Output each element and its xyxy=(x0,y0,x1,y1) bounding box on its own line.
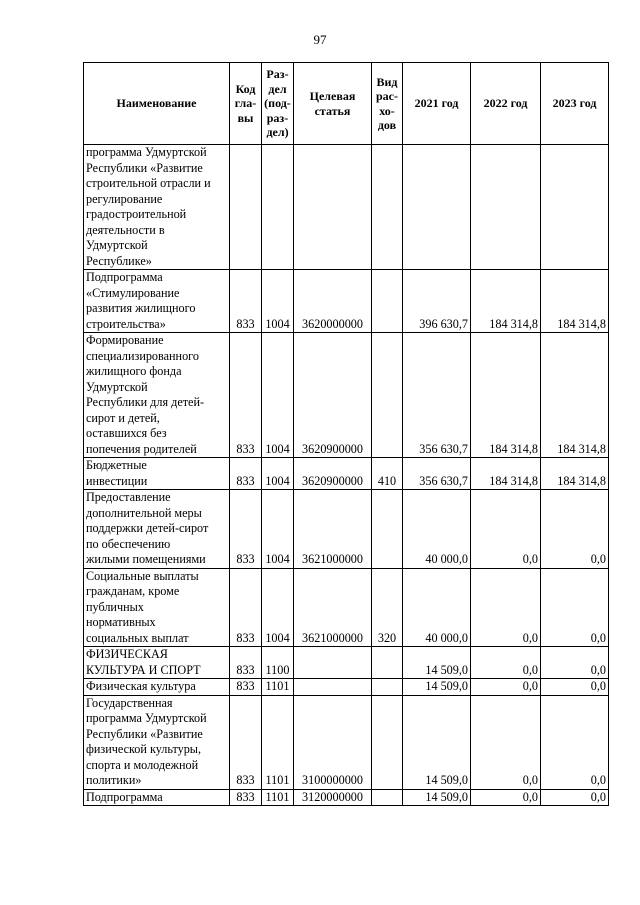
cell-expense xyxy=(372,270,403,333)
cell-2022: 0,0 xyxy=(471,647,541,679)
cell-expense: 320 xyxy=(372,568,403,647)
cell-target: 3120000000 xyxy=(294,789,372,806)
cell-target: 3100000000 xyxy=(294,695,372,789)
column-header-section: Раз- дел (под- раз- дел) xyxy=(262,63,294,145)
cell-section: 1101 xyxy=(262,679,294,696)
cell-expense xyxy=(372,695,403,789)
cell-code: 833 xyxy=(230,568,262,647)
cell-name: программа Удмуртской Республики «Развитие строительной отрасли и регулирование градостроительной деятельности в Удмуртской Республике» xyxy=(84,145,230,270)
table-row xyxy=(84,490,609,569)
cell-2021: 14 509,0 xyxy=(403,647,471,679)
cell-2023 xyxy=(541,145,609,270)
cell-code: 833 xyxy=(230,458,262,490)
cell-code: 833 xyxy=(230,270,262,333)
table-row xyxy=(84,695,609,789)
cell-expense xyxy=(372,145,403,270)
cell-2023: 0,0 xyxy=(541,695,609,789)
cell-2023: 184 314,8 xyxy=(541,270,609,333)
cell-expense xyxy=(372,647,403,679)
cell-name: Бюджетные инвестиции xyxy=(84,458,230,490)
cell-section: 1004 xyxy=(262,568,294,647)
cell-2023: 0,0 xyxy=(541,789,609,806)
cell-section: 1004 xyxy=(262,270,294,333)
cell-2021: 14 509,0 xyxy=(403,695,471,789)
cell-code: 833 xyxy=(230,695,262,789)
cell-target: 3620900000 xyxy=(294,333,372,458)
cell-2022 xyxy=(471,145,541,270)
cell-2021: 356 630,7 xyxy=(403,333,471,458)
table-row xyxy=(84,145,609,270)
cell-2021: 396 630,7 xyxy=(403,270,471,333)
cell-2022: 0,0 xyxy=(471,490,541,569)
cell-name: Подпрограмма «Стимулирование развития жилищного строительства» xyxy=(84,270,230,333)
column-header-2022: 2022 год xyxy=(471,63,541,145)
cell-section: 1101 xyxy=(262,789,294,806)
cell-target: 3621000000 xyxy=(294,490,372,569)
cell-section: 1004 xyxy=(262,458,294,490)
cell-expense xyxy=(372,789,403,806)
cell-section: 1004 xyxy=(262,333,294,458)
cell-2021 xyxy=(403,145,471,270)
cell-code: 833 xyxy=(230,679,262,696)
cell-expense xyxy=(372,679,403,696)
cell-target xyxy=(294,145,372,270)
cell-code: 833 xyxy=(230,647,262,679)
cell-2021: 40 000,0 xyxy=(403,568,471,647)
cell-2022: 184 314,8 xyxy=(471,270,541,333)
cell-2021: 40 000,0 xyxy=(403,490,471,569)
column-header-2021: 2021 год xyxy=(403,63,471,145)
cell-2022: 0,0 xyxy=(471,789,541,806)
table-row xyxy=(84,647,609,679)
cell-expense xyxy=(372,490,403,569)
cell-section xyxy=(262,145,294,270)
cell-code: 833 xyxy=(230,490,262,569)
column-header-2023: 2023 год xyxy=(541,63,609,145)
column-header-code: Код гла- вы xyxy=(230,63,262,145)
cell-2023: 0,0 xyxy=(541,647,609,679)
cell-name: Физическая культура xyxy=(84,679,230,696)
table-row xyxy=(84,270,609,333)
table-row xyxy=(84,333,609,458)
cell-2023: 184 314,8 xyxy=(541,458,609,490)
cell-code xyxy=(230,145,262,270)
cell-2023: 0,0 xyxy=(541,490,609,569)
table-header xyxy=(84,63,609,145)
cell-2022: 0,0 xyxy=(471,695,541,789)
cell-2023: 184 314,8 xyxy=(541,333,609,458)
page-number: 97 xyxy=(313,32,327,47)
cell-name: Подпрограмма xyxy=(84,789,230,806)
column-header-expense: Вид рас- хо- дов xyxy=(372,63,403,145)
cell-expense xyxy=(372,333,403,458)
cell-2022: 0,0 xyxy=(471,568,541,647)
cell-expense: 410 xyxy=(372,458,403,490)
cell-2022: 184 314,8 xyxy=(471,333,541,458)
cell-name: ФИЗИЧЕСКАЯ КУЛЬТУРА И СПОРТ xyxy=(84,647,230,679)
cell-code: 833 xyxy=(230,333,262,458)
cell-2022: 184 314,8 xyxy=(471,458,541,490)
cell-target: 3620900000 xyxy=(294,458,372,490)
budget-table xyxy=(83,62,609,806)
cell-name: Социальные выплаты гражданам, кроме публичных нормативных социальных выплат xyxy=(84,568,230,647)
cell-2021: 14 509,0 xyxy=(403,789,471,806)
cell-target: 3621000000 xyxy=(294,568,372,647)
cell-2023: 0,0 xyxy=(541,679,609,696)
cell-code: 833 xyxy=(230,789,262,806)
column-header-name: Наименование xyxy=(84,63,230,145)
cell-name: Государственная программа Удмуртской Республики «Развитие физической культуры, спорта и молодежной политики» xyxy=(84,695,230,789)
cell-2022: 0,0 xyxy=(471,679,541,696)
table-row xyxy=(84,789,609,806)
column-header-target: Целевая статья xyxy=(294,63,372,145)
cell-2021: 14 509,0 xyxy=(403,679,471,696)
cell-name: Предоставление дополнительной меры поддержки детей-сирот по обеспечению жилыми помещениями xyxy=(84,490,230,569)
cell-target: 3620000000 xyxy=(294,270,372,333)
table-row xyxy=(84,568,609,647)
table-body xyxy=(84,145,609,806)
table-row xyxy=(84,679,609,696)
cell-2021: 356 630,7 xyxy=(403,458,471,490)
cell-section: 1100 xyxy=(262,647,294,679)
table-row xyxy=(84,458,609,490)
cell-section: 1004 xyxy=(262,490,294,569)
cell-2023: 0,0 xyxy=(541,568,609,647)
cell-name: Формирование специализированного жилищного фонда Удмуртской Республики для детей- сирот и детей, оставшихся без попечения родителей xyxy=(84,333,230,458)
cell-target xyxy=(294,647,372,679)
cell-target xyxy=(294,679,372,696)
cell-section: 1101 xyxy=(262,695,294,789)
